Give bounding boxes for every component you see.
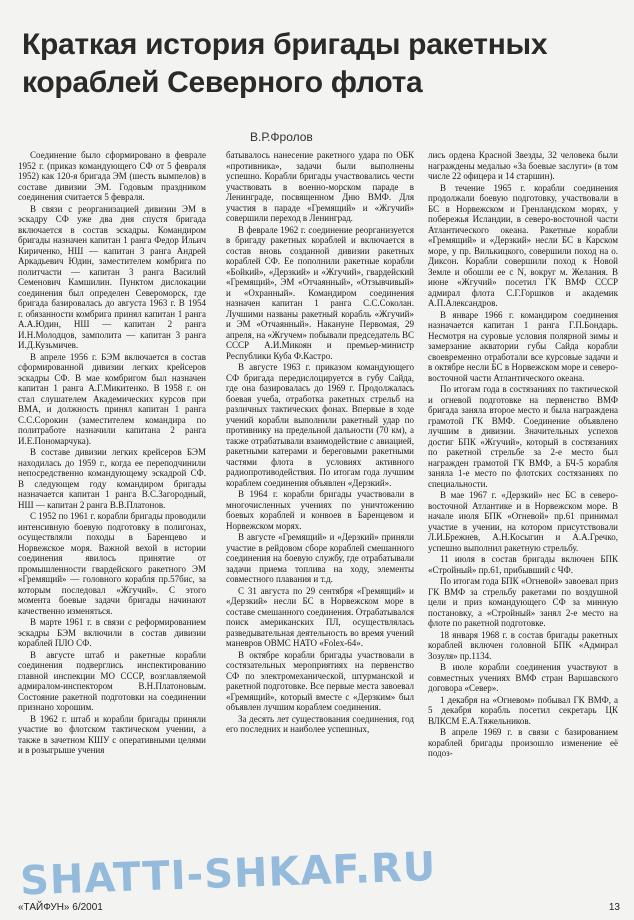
paragraph: В 1964 г. корабли бригады участвовали в многочисленных учениях по уничтожению боевых кораблей и конвоев в Баренцевом и Норвежском морях. [226,489,414,531]
text-column-2 [226,150,414,890]
paragraph: С 1952 по 1961 г. корабли бригады проводили интенсивную боевую подготовку в полигонах, осуществляли походы в Баренцево и Норвежское моря. Важной вехой в истории соединения явилось принятие от промышленности гвардейского ракетного ЭМ «Гремящий» — головного корабля пр.57бис, за которым последовал «Жгучий». С этого момента боевые задачи бригады начинают качественно изменяться. [18,511,206,616]
page-number: 13 [608,902,620,913]
paragraph: В феврале 1962 г. соединение реорганизуется в бригаду ракетных кораблей и включается в состав вновь созданной дивизии ракетных кораблей СФ. Ее пополнили ракетные корабли «Бойкий», «Дерзкий» и «Жгучий», гвардейский «Гремящий», ЭМ «Отчаянный», «Отзывчивый» и «Охранный». Командиром соединения назначен капитан 1 ранга С.С.Соколан. Лучшими названы ракетный корабль «Жгучий» и ЭМ «Отчаянный». Накануне Первомая, 29 апреля, на «Жгучем» побывали председатель ВС СССР А.И.Микоян и премьер-министр Республики Куба Ф.Кастро. [226,224,414,361]
paragraph: батывалось нанесение ракетного удара по ОБК «противника», задачи были выполнены успешно. Корабли бригады участвовались чести участвовать в военно-морском параде в Ленинграде, посвященном Дню ВМФ. Для участия в параде «Гремящий» и «Жгучий» совершили переход в Ленинград. [226,150,414,223]
paragraph: В августе «Гремящий» и «Дерзкий» приняли участие в рейдовом сборе кораблей смешанного соединения на боевую службу, где отрабатывали задачи приема топлива на ходу, элементы совместного плавания и т.д. [226,532,414,584]
paragraph: По итогам года в состязаниях по тактической и огневой подготовке на первенство ВМФ бригада заняла второе место и была награждена грамотой ГК ВМФ. Соединение объявлено лучшим в дивизии. Значительных успехов достиг БПК «Жгучий», который в состязаниях по ракетной стрельбе за 2-е место был награжден грамотой ГК ВМФ, а БЧ-5 корабля заняла 1-е место по флотских состязаниях по специальности. [428,384,618,489]
article-body [0,150,634,900]
paragraph: По итогам года БПК «Огневой» завоевал приз ГК ВМФ за стрельбу ракетами по воздушной цели и приз командующего СФ за минную постановку, а «Стройный» занял 2-е место на флоте по ракетной подготовке. [428,576,618,628]
article-title [22,26,582,102]
paragraph: В январе 1966 г. командиром соединения назначается капитан 1 ранга Г.П.Бондарь. Несмотря на суровые условия полярной зимы и замерзание акватории губы Сайда корабли своевременно отработали все курсовые задачи и в октябре несли БС в Норвежском море и северо-восточной части Атлантического океана. [428,309,618,383]
paragraph: В 1962 г. штаб и корабли бригады приняли участие во флотском тактическом учении, а также в зачетном КШУ с оперативными целями и в розыгрыше учения [18,713,206,755]
article-title-line-1: Краткая история бригады ракетных [22,28,548,61]
paragraph: 11 июля в состав бригады включен БПК «Стройный» пр.61, прибывший с ЧФ. [428,554,618,575]
paragraph: В июле корабли соединения участвуют в совместных учениях ВМФ стран Варшавского договора «Север». [428,662,618,693]
text-column-3 [428,150,618,890]
article-author: В.Р.Фролов [250,130,313,144]
paragraph: В октябре корабли бригады участвовали в состязательных мероприятиях на первенство СФ по электромеханической, штурманской и ракетной подготовке. Все первые места завоевал «Гремящий», который вместе с «Дерзким» был объявлен лучшим кораблем соединения. [226,649,414,712]
paragraph: В связи с реорганизацией дивизии ЭМ в эскадру СФ уже два дня спустя бригада включается в состав эскадры. Командиром бригады назначен капитан 1 ранга Федор Ильич Кириченко, НШ — капитан 3 ранга Андрей Аркадьевич Юдин, заместителем комбрига по политчасти — капитан 3 ранга Василий Семенович Камшилин. Пунктом дислокации соединения был определен Североморск, где бригада базировалась до августа 1963 г. В 1954 г. обязанности комбрига принял капитан 1 ранга А.А.Юдин, НШ — капитан 2 ранга И.Н.Молодцов, замполита — капитан 3 ранга И.Д.Кузьмичев. [18,203,206,350]
paragraph: В составе дивизии легких крейсеров БЭМ находилась до 1959 г., когда ее переподчинили непосредственно командующему эскадрой СФ. В следующем году командиром бригады назначается капитан 1 ранга В.С.Загородный, НШ — капитан 2 ранга В.В.Платонов. [18,447,206,510]
paragraph: Соединение было сформировано в феврале 1952 г. (приказ командующего СФ от 5 февраля 1952) как 120-я бригада ЭМ (шесть вымпелов) в составе дивизии ЭМ. Годовым праздником соединения считается 5 февраля. [18,150,206,202]
paragraph: 18 января 1968 г. в состав бригады ракетных кораблей включен головной БПК «Адмирал Зозуля» пр.1134. [428,629,618,661]
paragraph: За десять лет существования соединения, год его последних и наиболее успешных, [226,713,414,734]
magazine-issue: «ТАЙФУН» 6/2001 [18,902,103,913]
site-watermark: SHATTI-SHKAF.RU [19,843,438,905]
paragraph: В августе штаб и ракетные корабли соединения подверглись инспектированию главной инспекции МО СССР, возглавляемой адмиралом-инспектором В.Н.Платоновым. Состояние ракетной подготовки на соединении признано хорошим. [18,649,206,712]
paragraph: В августе 1963 г. приказом командующего СФ бригада передислоцируется в губу Сайда, где она базировалась до 1969 г. Продолжалась боевая учеба, отработка ракетных стрельб на различных тактических фонах. Впервые в ходе учений корабли выполнили ракетный удар по противнику на предельной дальности (70 км), а также отрабатывали взаимодействие с авиацией, ракетными катерами и береговыми ракетными частями флота в условиях активного радиопротиводействия. По итогам года лучшим кораблем соединения объявлен «Дерзкий». [226,362,414,488]
paragraph: В течение 1965 г. корабли соединения продолжали боевую подготовку, участвовали в БС в Норвежском и Гренландском морях, у побережья Исландии, в северо-восточной части Атлантического океана. Ракетные корабли «Гремящий» и «Дерзкий» несли БС в Карском море, у пр. Вилькицкого, совершили поход на о. Диксон. Корабли совершили поход к Новой Земле и обошли ее с N, вокруг м. Желания. В июне «Жгучий» посетил ГК ВМФ СССР адмирал флота С.Г.Горшков и академик А.П.Александров. [428,182,618,308]
paragraph: В марте 1961 г. в связи с реформированием эскадры БЭМ включили в состав дивизии кораблей ПЛО СФ. [18,617,206,648]
paragraph: В мае 1967 г. «Дерзкий» нес БС в северо-восточной Атлантике и в Норвежском море. В начале июля БПК «Огневой» пр.61 принимал участие в учении, на котором присутствовали Л.И.Брежнев, А.Н.Косыгин и А.А.Гречко, успешно выполнил ракетную стрельбу. [428,490,618,553]
paragraph: 1 декабря на «Огневом» побывал ГК ВМФ, а 5 декабря корабль посетил секретарь ЦК ВЛКСМ Е.А.Тяжельников. [428,694,618,726]
paragraph: лись ордена Красной Звезды, 32 человека были награждены медалью «За боевые заслуги» (в том числе 22 офицера и 14 старшин). [428,150,618,181]
paragraph: С 31 августа по 29 сентября «Гремящий» и «Дерзкий» несли БС в Норвежском море в составе смешанного соединения. Отрабатывался поиск американских ПЛ, осуществлялась разведывательная деятельность во время учений маневров ОВМС НАТО «Fоlex-64». [226,585,414,648]
text-column-1 [18,150,206,890]
article-title-line-2: кораблей Северного флота [22,66,423,99]
paragraph: В апреле 1969 г. в связи с базированием кораблей бригады произошло изменение её подоз- [428,727,618,758]
paragraph: В апреле 1956 г. БЭМ включается в состав сформированной дивизии легких крейсеров эскадры СФ. В мае комбригом был назначен капитан 1 ранга А.Г.Микитенко. В 1958 г. он стал слушателем Академических курсов при ВМА, и должность принял капитан 1 ранга С.С.Сорокин (заместителем командира по политработе назначили капитана 2 ранга И.Е.Пономарчука). [18,351,206,446]
